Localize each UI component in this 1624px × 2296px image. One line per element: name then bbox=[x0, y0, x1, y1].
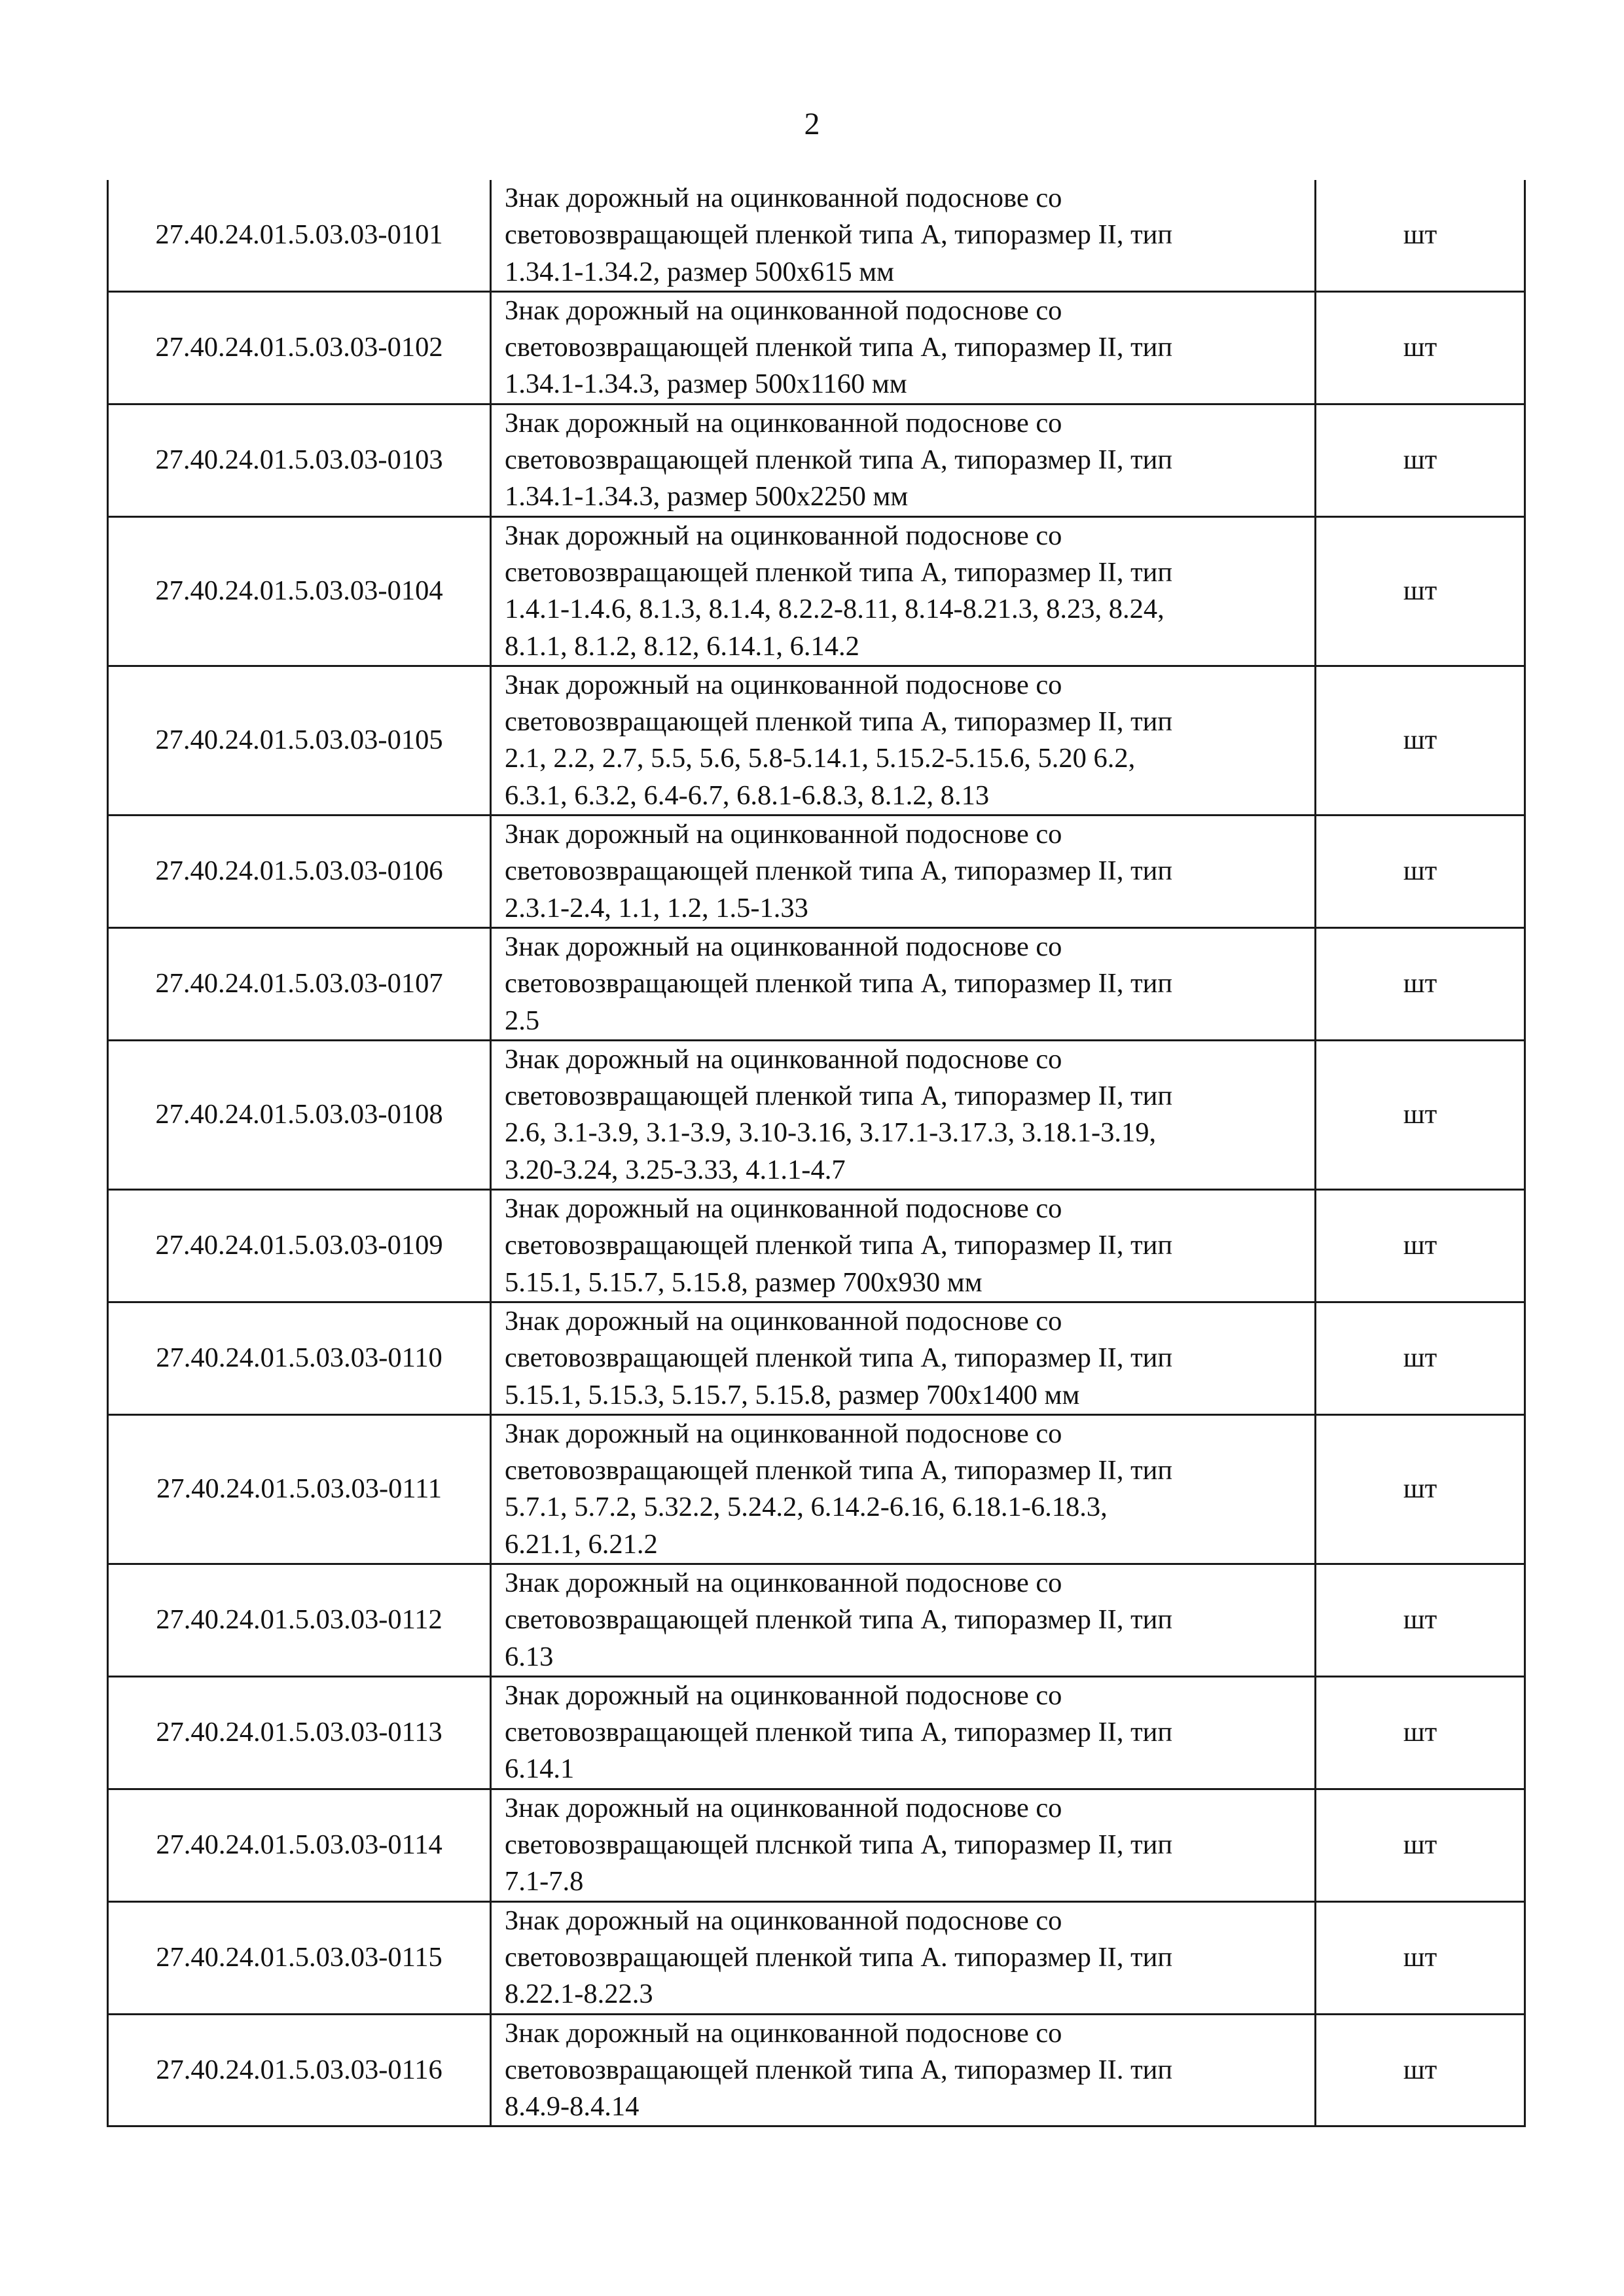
resource-description bbox=[491, 516, 1316, 666]
table-row bbox=[108, 816, 1525, 928]
unit-of-measure: шт bbox=[1316, 516, 1525, 666]
description-line: 5.15.1, 5.15.3, 5.15.7, 5.15.8, размер 700х1400 мм bbox=[505, 1379, 1080, 1410]
description-line: Знак дорожный на оцинкованной подоснове со bbox=[505, 295, 1062, 326]
description-line: Знак дорожный на оцинкованной подоснове со bbox=[505, 183, 1062, 213]
resource-code: 27.40.24.01.5.03.03-0102 bbox=[108, 291, 491, 404]
unit-of-measure: шт bbox=[1316, 1414, 1525, 1564]
table-row bbox=[108, 1414, 1525, 1564]
unit-of-measure: шт bbox=[1316, 1564, 1525, 1676]
description-line: Знак дорожный на оцинкованной подоснове со bbox=[505, 407, 1062, 439]
resource-code: 27.40.24.01.5.03.03-0103 bbox=[108, 404, 491, 516]
description-line: Знак дорожный на оцинкованной подоснове со bbox=[505, 1792, 1062, 1823]
resource-code: 27.40.24.01.5.03.03-0115 bbox=[108, 1901, 491, 2014]
description-line: световозвращающей пленкой типа А, типоразмер II, тип bbox=[505, 1455, 1173, 1486]
description-line: световозвращающей пленкой типа А, типоразмер II, тип bbox=[505, 1342, 1173, 1374]
resource-description bbox=[491, 1901, 1316, 2014]
table-row bbox=[108, 1040, 1525, 1189]
unit-of-measure: шт bbox=[1316, 1901, 1525, 2014]
description-line: 5.7.1, 5.7.2, 5.32.2, 5.24.2, 6.14.2-6.16, 6.18.1-6.18.3, bbox=[505, 1492, 1108, 1523]
description-line: Знак дорожный на оцинкованной подоснове со bbox=[505, 1418, 1062, 1449]
unit-of-measure: шт bbox=[1316, 666, 1525, 815]
resource-code: 27.40.24.01.5.03.03-0114 bbox=[108, 1789, 491, 1901]
description-line: световозвращающей пленкой типа А, типоразмер II, тип bbox=[505, 855, 1173, 887]
table-row bbox=[108, 404, 1525, 516]
unit-of-measure: шт bbox=[1316, 291, 1525, 404]
resource-code: 27.40.24.01.5.03.03-0108 bbox=[108, 1040, 491, 1189]
description-line: Знак дорожный на оцинкованной подоснове со bbox=[505, 931, 1062, 962]
resource-description bbox=[491, 404, 1316, 516]
resource-description bbox=[491, 1040, 1316, 1189]
resource-code: 27.40.24.01.5.03.03-0109 bbox=[108, 1190, 491, 1302]
resource-description bbox=[491, 291, 1316, 404]
resource-description bbox=[491, 927, 1316, 1040]
resource-description bbox=[491, 2014, 1316, 2126]
resource-table bbox=[107, 180, 1526, 2127]
table-row bbox=[108, 1676, 1525, 1789]
unit-of-measure: шт bbox=[1316, 1190, 1525, 1302]
resource-code: 27.40.24.01.5.03.03-0111 bbox=[108, 1414, 491, 1564]
description-line: 8.22.1-8.22.3 bbox=[505, 1979, 653, 2010]
description-line: 3.20-3.24, 3.25-3.33, 4.1.1-4.7 bbox=[505, 1154, 846, 1185]
description-line: 8.1.1, 8.1.2, 8.12, 6.14.1, 6.14.2 bbox=[505, 630, 859, 662]
description-line: Знак дорожный на оцинкованной подоснове со bbox=[505, 2017, 1062, 2049]
description-line: световозвращающей пленкой типа А, типоразмер II, тип bbox=[505, 1230, 1173, 1261]
description-line: 5.15.1, 5.15.7, 5.15.8, размер 700х930 мм bbox=[505, 1266, 983, 1298]
description-line: 2.1, 2.2, 2.7, 5.5, 5.6, 5.8-5.14.1, 5.15.2-5.15.6, 5.20 6.2, bbox=[505, 743, 1136, 774]
table-row bbox=[108, 666, 1525, 815]
resource-code: 27.40.24.01.5.03.03-0106 bbox=[108, 816, 491, 928]
description-line: Знак дорожный на оцинкованной подоснове со bbox=[505, 1679, 1062, 1711]
resource-code: 27.40.24.01.5.03.03-0101 bbox=[108, 180, 491, 291]
table-body bbox=[108, 180, 1525, 2126]
description-line: 2.5 bbox=[505, 1005, 540, 1036]
table-row bbox=[108, 927, 1525, 1040]
description-line: 1.4.1-1.4.6, 8.1.3, 8.1.4, 8.2.2-8.11, 8.14-8.21.3, 8.23, 8.24, bbox=[505, 594, 1164, 625]
table-row bbox=[108, 2014, 1525, 2126]
resource-code: 27.40.24.01.5.03.03-0107 bbox=[108, 927, 491, 1040]
resource-description bbox=[491, 1190, 1316, 1302]
unit-of-measure: шт bbox=[1316, 927, 1525, 1040]
description-line: световозвращающей плснкой типа А, типоразмер II, тип bbox=[505, 1829, 1173, 1861]
unit-of-measure: шт bbox=[1316, 180, 1525, 291]
description-line: 2.6, 3.1-3.9, 3.1-3.9, 3.10-3.16, 3.17.1-3.17.3, 3.18.1-3.19, bbox=[505, 1117, 1157, 1149]
description-line: световозвращающей пленкой типа А, типоразмер II, тип bbox=[505, 1081, 1173, 1112]
description-line: световозвращающей пленкой типа А, типоразмер II, тип bbox=[505, 1604, 1173, 1636]
description-line: 6.13 bbox=[505, 1641, 554, 1672]
table-row bbox=[108, 180, 1525, 291]
unit-of-measure: шт bbox=[1316, 404, 1525, 516]
resource-code: 27.40.24.01.5.03.03-0104 bbox=[108, 516, 491, 666]
description-line: 8.4.9-8.4.14 bbox=[505, 2091, 640, 2123]
description-line: световозвращающей пленкой типа А. типоразмер II, тип bbox=[505, 1941, 1173, 1973]
resource-code: 27.40.24.01.5.03.03-0110 bbox=[108, 1302, 491, 1414]
description-line: световозвращающей пленкой типа А, типоразмер II, тип bbox=[505, 332, 1173, 363]
resource-description bbox=[491, 1676, 1316, 1789]
description-line: Знак дорожный на оцинкованной подоснове со bbox=[505, 1567, 1062, 1598]
resource-code: 27.40.24.01.5.03.03-0116 bbox=[108, 2014, 491, 2126]
resource-description bbox=[491, 1789, 1316, 1901]
description-line: световозвращающей пленкой типа А, типоразмер II, тип bbox=[505, 706, 1173, 738]
unit-of-measure: шт bbox=[1316, 1040, 1525, 1189]
description-line: Знак дорожный на оцинкованной подоснове со bbox=[505, 1905, 1062, 1936]
description-line: 1.34.1-1.34.2, размер 500х615 мм bbox=[505, 256, 894, 287]
description-line: Знак дорожный на оцинкованной подоснове со bbox=[505, 819, 1062, 850]
table-row bbox=[108, 1564, 1525, 1676]
page-number: 2 bbox=[804, 107, 820, 141]
resource-description bbox=[491, 816, 1316, 928]
table-row bbox=[108, 516, 1525, 666]
resource-description bbox=[491, 1302, 1316, 1414]
description-line: 6.21.1, 6.21.2 bbox=[505, 1528, 658, 1560]
description-line: Знак дорожный на оцинкованной подоснове со bbox=[505, 669, 1062, 700]
description-line: световозвращающей пленкой типа А, типоразмер II, тип bbox=[505, 444, 1173, 476]
description-line: 6.14.1 bbox=[505, 1753, 575, 1785]
table-row bbox=[108, 1190, 1525, 1302]
description-line: световозвращающей пленкой типа А, типоразмер II, тип bbox=[505, 968, 1173, 999]
resource-code: 27.40.24.01.5.03.03-0113 bbox=[108, 1676, 491, 1789]
table-row bbox=[108, 1302, 1525, 1414]
description-line: Знак дорожный на оцинкованной подоснове со bbox=[505, 1305, 1062, 1336]
unit-of-measure: шт bbox=[1316, 1789, 1525, 1901]
resource-code: 27.40.24.01.5.03.03-0112 bbox=[108, 1564, 491, 1676]
description-line: световозвращающей пленкой типа А, типоразмер II, тип bbox=[505, 219, 1173, 251]
unit-of-measure: шт bbox=[1316, 1302, 1525, 1414]
description-line: 1.34.1-1.34.3, размер 500х2250 мм bbox=[505, 481, 909, 512]
description-line: 1.34.1-1.34.3, размер 500х1160 мм bbox=[505, 368, 907, 400]
table-row bbox=[108, 291, 1525, 404]
resource-description bbox=[491, 1414, 1316, 1564]
description-line: Знак дорожный на оцинкованной подоснове со bbox=[505, 520, 1062, 551]
resource-description bbox=[491, 180, 1316, 291]
resource-code: 27.40.24.01.5.03.03-0105 bbox=[108, 666, 491, 815]
description-line: световозвращающей пленкой типа А, типоразмер II, тип bbox=[505, 1717, 1173, 1748]
unit-of-measure: шт bbox=[1316, 1676, 1525, 1789]
table-row bbox=[108, 1901, 1525, 2014]
table-row bbox=[108, 1789, 1525, 1901]
unit-of-measure: шт bbox=[1316, 2014, 1525, 2126]
description-line: 6.3.1, 6.3.2, 6.4-6.7, 6.8.1-6.8.3, 8.1.2, 8.13 bbox=[505, 780, 990, 811]
unit-of-measure: шт bbox=[1316, 816, 1525, 928]
description-line: Знак дорожный на оцинкованной подоснове со bbox=[505, 1193, 1062, 1225]
description-line: Знак дорожный на оцинкованной подоснове со bbox=[505, 1043, 1062, 1075]
description-line: световозвращающей пленкой типа А, типоразмер II, тип bbox=[505, 556, 1173, 588]
resource-description bbox=[491, 1564, 1316, 1676]
description-line: 7.1-7.8 bbox=[505, 1866, 584, 1897]
description-line: световозвращающей пленкой типа А, типоразмер II. тип bbox=[505, 2054, 1173, 2085]
resource-description bbox=[491, 666, 1316, 815]
description-line: 2.3.1-2.4, 1.1, 1.2, 1.5-1.33 bbox=[505, 892, 808, 924]
